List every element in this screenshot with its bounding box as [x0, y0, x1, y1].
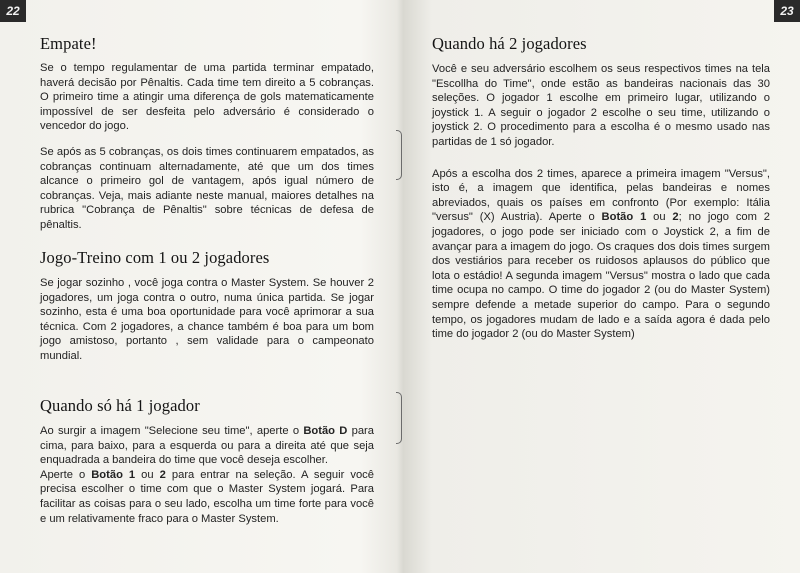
heading-um-jogador: Quando só há 1 jogador: [40, 396, 200, 415]
paragraph-dois-jogadores-1: Você e seu adversário escolhem os seus respectivos times na tela "Escollha do Time", onde estão as bandeiras nacionais das 30 seleções. O jogador 1 escolhe em primeiro lugar, utilizando o joystick 1. A seguir o jogador 2 escolhe o seu time, utilizando o joystick 2. O procedimento para a escolha é o mesmo usado nas partidas de 1 só jogador.: [432, 63, 770, 148]
paragraph-empate-2: Se após as 5 cobranças, os dois times continuarem empatados, as cobranças continuam alternadamente, até que um dos times alcance o primeiro gol de vantagem, após igual número de cobranças. Veja, mais adiante neste manual, maiores detalhes na rubrica "Cobrança de Pênaltis" sobre técnicas de defesa de pênaltis.: [40, 145, 374, 231]
section-jogo-treino: [40, 248, 374, 364]
paragraph-um-jogador-2: Aperte o Botão 1 ou 2 para entrar na seleção. A seguir você precisa escolher o time com que o Master System jogará. Para facilitar as coisas para o seu lado, escolha um time forte para você e um relativamente fraco para o Master System.: [40, 468, 374, 525]
heading-jogo-treino: Jogo-Treino com 1 ou 2 jogadores: [40, 248, 270, 267]
section-dois-jogadores: [432, 34, 770, 342]
page-number-left: 22: [0, 0, 26, 22]
paragraph-empate-1: Se o tempo regulamentar de uma partida terminar empatado, haverá decisão por Pênaltis. Cada time tem direito a 5 cobranças. O primeiro time a atingir uma diferença de gols matematicamente impossível de ser desfeita pelo adversário é considerado o vencedor do jogo.: [40, 62, 374, 133]
page-number-right: 23: [774, 0, 800, 22]
section-um-jogador: [40, 396, 374, 526]
right-page: [400, 0, 800, 573]
paragraph-um-jogador-1: Ao surgir a imagem "Selecione seu time", aperte o Botão D para cima, para baixo, para a esquerda ou para a direita até que seja enquadrada a bandeira do time que você deseja escolher.: [40, 425, 375, 467]
paragraph-dois-jogadores-2: Após a escolha dos 2 times, aparece a primeira imagem "Versus", isto é, a imagem que identifica, pelas bandeiras e nomes abreviados, quais os países em confronto (Por exemplo: Itália "versus" (X) Austria). Aperte o Botão 1 ou 2; no jogo com 2 jogadores, o jogo pode ser iniciado com o Joystick 2, a fim de avançar para a imagem do jogo. Os craques dos dois times surgem dos vestiários para receber os ruidosos aplausos do público que lota o estádio! A segunda imagem "Versus" mostra o lado que cada time ocupa no campo. O time do jogador 2 (ou do Master System) sempre defende a metade superior do campo. Para o segundo tempo, os jogadores mudam de lado e a saída agora é dada pelo time do jogador 2 (ou do Master System): [432, 167, 771, 341]
heading-dois-jogadores: Quando há 2 jogadores: [432, 34, 587, 53]
heading-empate: Empate!: [40, 34, 97, 53]
section-empate: [40, 34, 374, 233]
paragraph-jogo-treino: Se jogar sozinho , você joga contra o Master System. Se houver 2 jogadores, um joga contra o outro, numa única partida. Se jogar sozinho, esta é uma boa oportunidade para você aprimorar a sua técnica. Com 2 jogadores, a chance também é boa para um bom jogo amistoso, portanto , sem validade para o campeonato mundial.: [40, 277, 374, 362]
